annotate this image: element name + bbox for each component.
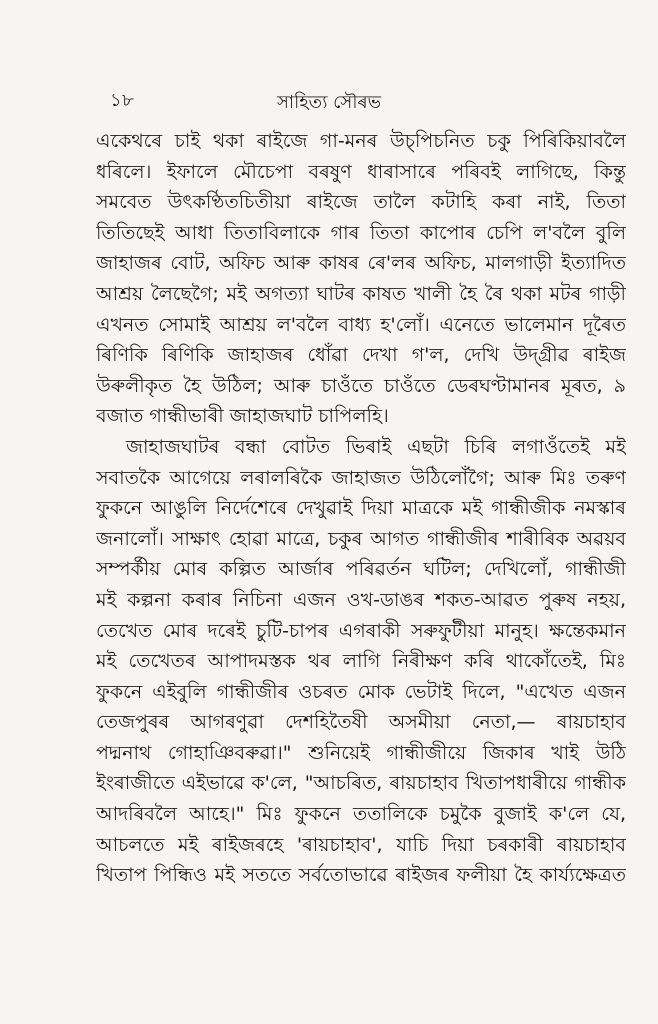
- text-line: ৰিণিকি ৰিণিকি জাহাজৰ ধোঁৱা দেখা গ'ল, দেখি উদ্‌গ্ৰীৱ ৰাইজ: [96, 344, 626, 367]
- text-line: মই তেখেতৰ আপাদমস্তক থৰ লাগি নিৰীক্ষণ কৰি থাকোঁতেই, মিঃ: [96, 650, 626, 673]
- text-line: ফুকনে এইবুলি গান্ধীজীৰ ওচৰত মোক ভেটাই দিলে, "এখেত এজন: [96, 680, 626, 703]
- text-line: আচলতে মই ৰাইজৰহে 'ৰায়চাহাব', যাচি দিয়া চৰকাৰী ৰায়চাহাব: [96, 833, 626, 856]
- text-line: খিতাপ পিন্ধিও মই সততে সৰ্বতোভাৱে ৰাইজৰ ফলীয়া হৈ কাৰ্য্যক্ষেত্ৰত: [96, 864, 626, 887]
- text-line: পদ্মনাথ গোহাঞিবৰুৱা।" শুনিয়েই গান্ধীজীয়ে জিকাৰ খাই উঠি: [96, 741, 626, 764]
- text-line: জাহাজৰ বোট, অফিচ আৰু কাষৰ ৰে'লৰ অফিচ, মালগাড়ী ইত্যাদিত: [96, 252, 626, 275]
- text-line: জনালোঁ। সাক্ষাৎ হোৱা মাত্ৰে, চকুৰ আগত গান্ধীজীৰ শাৰীৰিক অৱয়ব: [96, 527, 626, 550]
- text-line: আদৰিবলৈ আহে।" মিঃ ফুকনে ততালিকে চমুকৈ বুজাই ক'লে যে,: [96, 803, 626, 826]
- paragraph-2: [96, 432, 626, 891]
- text-line: সবাতকৈ আগেয়ে লৰালৰিকৈ জাহাজত উঠিলোঁগৈ; আৰু মিঃ তৰুণ: [96, 466, 626, 489]
- text-line: সমবেত উৎকণ্ঠিতচিতীয়া ৰাইজে তালৈ কটাহি কৰা নাই, তিতা: [96, 191, 626, 214]
- text-line: ধৰিলে। ইফালে মৌচেপা বৰষুণ ধাৰাসাৰে পৰিবই লাগিছে, কিন্তু: [96, 160, 626, 183]
- text-line: তেজপুৰৰ আগৰণুৱা দেশহিতৈষী অসমীয়া নেতা,— ৰায়চাহাব: [96, 711, 626, 734]
- body-text: [96, 126, 626, 891]
- text-line: সম্পৰ্কীয় মোৰ কল্পিত আৰ্জাৰ পৰিৱৰ্তন ঘটিল; দেখিলোঁ, গান্ধীজী: [96, 558, 626, 581]
- text-line: জাহাজঘাটৰ বন্ধা বোটত ভিৰাই এছটা চিৰি লগাওঁতেই মই: [126, 435, 626, 458]
- text-line: বজাত গান্ধীভাৰী জাহাজঘাট চাপিলহি।: [96, 405, 389, 428]
- text-line: ইংৰাজীতে এইভাৱে ক'লে, "আচৰিত, ৰায়চাহাব খিতাপধাৰীয়ে গান্ধীক: [96, 772, 626, 795]
- text-line: ফুকনে আঙুলি নিৰ্দেশেৰে দেখুৱাই দিয়া মাত্ৰকে মই গান্ধীজীক নমস্কাৰ: [96, 497, 626, 520]
- text-line: একেথৰে চাই থকা ৰাইজে গা-মনৰ উচ্‌পিচনিত চকু পিৰিকিয়াবলৈ: [96, 130, 626, 152]
- text-line: এখনত সোমাই আশ্ৰয় ল'বলৈ বাধ্য হ'লোঁ। এনেতে ভালেমান দূৰৈত: [96, 313, 626, 336]
- running-header-title: সাহিত্য সৌৰভ: [276, 92, 382, 113]
- text-line: তেখেত মোৰ দৰেই চুটি-চাপৰ এগৰাকী সৰুফুটীয়া মানুহ। ক্ষন্তেকমান: [96, 619, 626, 642]
- paragraph-1: [96, 126, 626, 432]
- text-line: মই কল্পনা কৰাৰ নিচিনা এজন ওখ-ডাঙৰ শকত-আৱত পুৰুষ নহয়,: [96, 588, 626, 611]
- text-line: আশ্ৰয় লৈছেগৈ; মই অগত্যা ঘাটৰ কাষত খালী হৈ ৰৈ থকা মটৰ গাড়ী: [96, 282, 626, 305]
- text-line: তিতিছেই আধা তিতাবিলাকে গাৰ তিতা কাপোৰ চেপি ল'বলৈ বুলি: [96, 221, 626, 244]
- page-number: ১৮: [110, 90, 135, 111]
- text-line: উৰুলীকৃত হৈ উঠিল; আৰু চাওঁতে চাওঁতে ডেৰঘণ্টামানৰ মূৰত, ৯: [96, 374, 626, 397]
